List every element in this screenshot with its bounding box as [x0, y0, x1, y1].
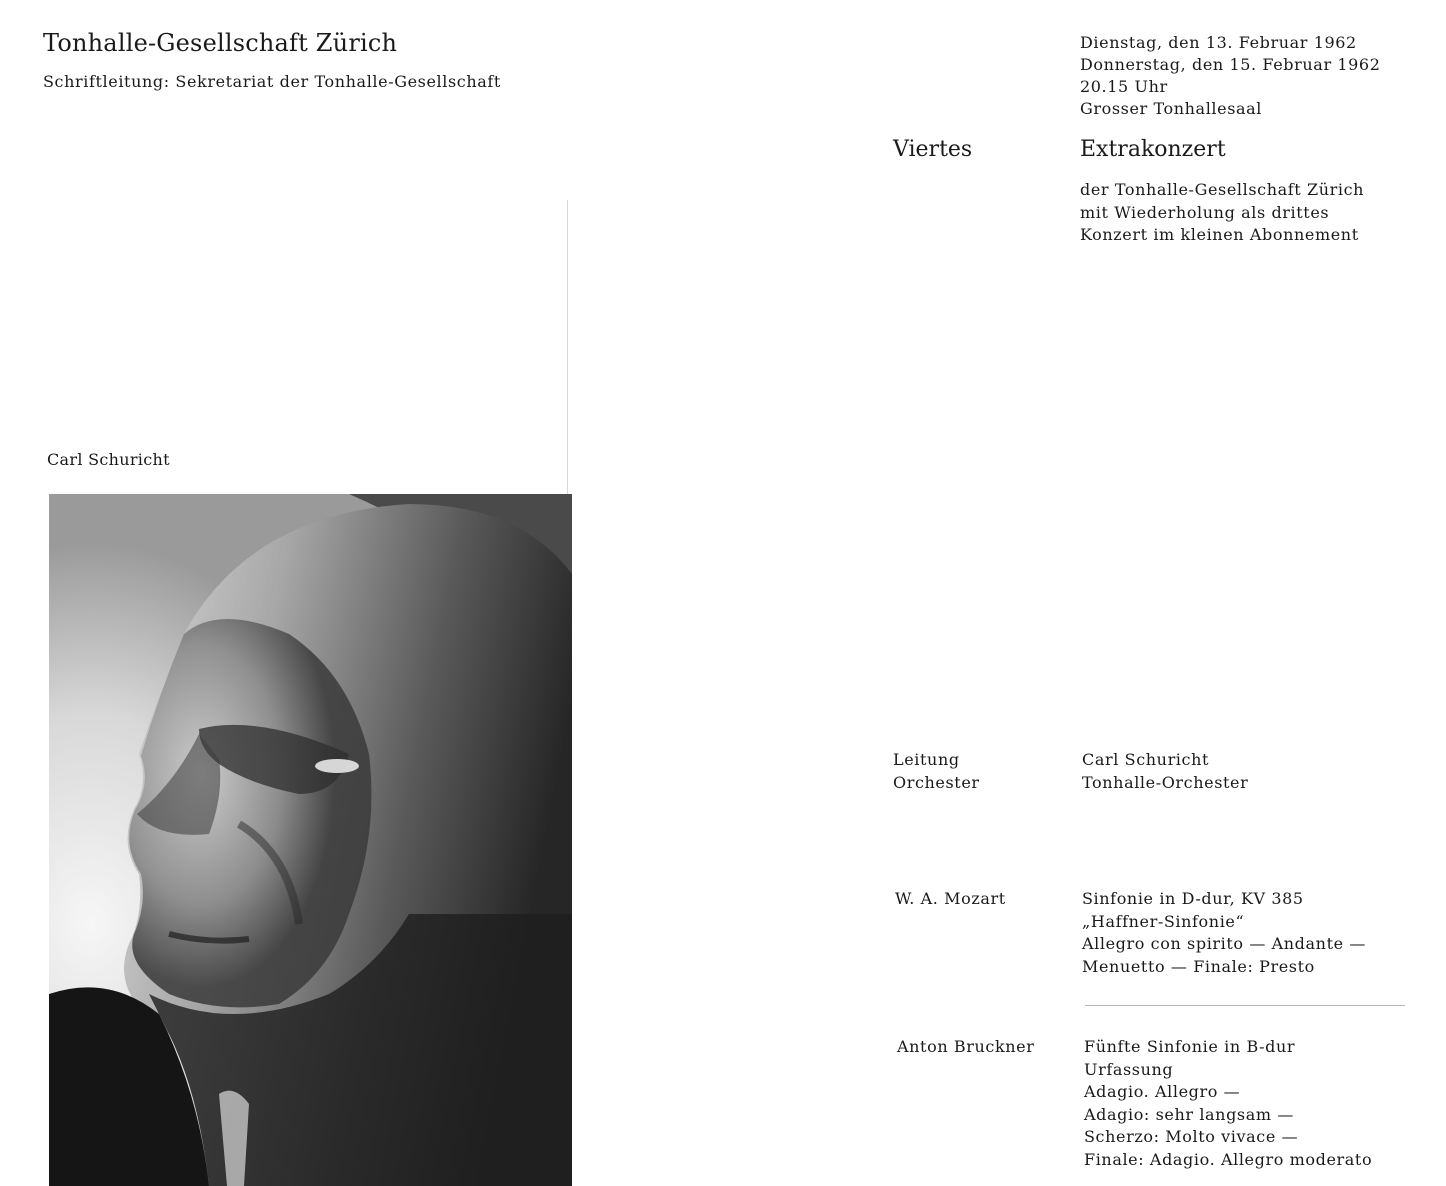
description-line-1: der Tonhalle-Gesellschaft Zürich [1080, 180, 1365, 199]
credits-labels [893, 749, 980, 794]
work-line: „Haffner-Sinfonie“ [1082, 911, 1245, 931]
conductor-portrait [49, 494, 572, 1186]
work-line: Finale: Adagio. Allegro moderato [1084, 1149, 1373, 1169]
work-line: Sinfonie in D-dur, KV 385 [1082, 889, 1304, 908]
concert-dates [1080, 32, 1381, 120]
date-line-2: Donnerstag, den 15. Februar 1962 [1080, 55, 1381, 74]
page-gutter-line [567, 200, 568, 500]
composer-name: W. A. Mozart [895, 889, 1006, 908]
orchestra-label: Orchester [893, 772, 980, 792]
work-line: Menuetto — Finale: Presto [1082, 956, 1315, 976]
description-line-2: mit Wiederholung als drittes [1080, 202, 1330, 222]
composer-name: Anton Bruckner [897, 1037, 1035, 1056]
work-line: Scherzo: Molto vivace — [1084, 1127, 1299, 1146]
conductor-name: Carl Schuricht [1082, 750, 1210, 769]
concert-description [1080, 179, 1364, 247]
program-work-2 [1084, 1036, 1372, 1171]
program-divider [1085, 1005, 1405, 1006]
concert-number: Viertes [893, 137, 973, 162]
conductor-label: Leitung [893, 750, 960, 769]
work-line: Fünfte Sinfonie in B-dur [1084, 1037, 1296, 1056]
program-work-1 [1082, 888, 1366, 978]
time-line: 20.15 Uhr [1080, 77, 1168, 96]
organization-title: Tonhalle-Gesellschaft Zürich [43, 29, 398, 57]
date-line-1: Dienstag, den 13. Februar 1962 [1080, 33, 1357, 52]
work-line: Adagio: sehr langsam — [1084, 1104, 1294, 1124]
credits-values [1082, 749, 1248, 794]
photo-caption: Carl Schuricht [47, 450, 170, 469]
editorial-credit: Schriftleitung: Sekretariat der Tonhalle-Gesellschaft [43, 72, 501, 91]
work-line: Allegro con spirito — Andante — [1082, 934, 1366, 953]
concert-type: Extrakonzert [1080, 137, 1226, 162]
work-line: Adagio. Allegro — [1084, 1082, 1241, 1101]
orchestra-name: Tonhalle-Orchester [1082, 772, 1249, 792]
work-line: Urfassung [1084, 1059, 1174, 1079]
description-line-3: Konzert im kleinen Abonnement [1080, 225, 1359, 244]
venue-line: Grosser Tonhallesaal [1080, 99, 1263, 118]
